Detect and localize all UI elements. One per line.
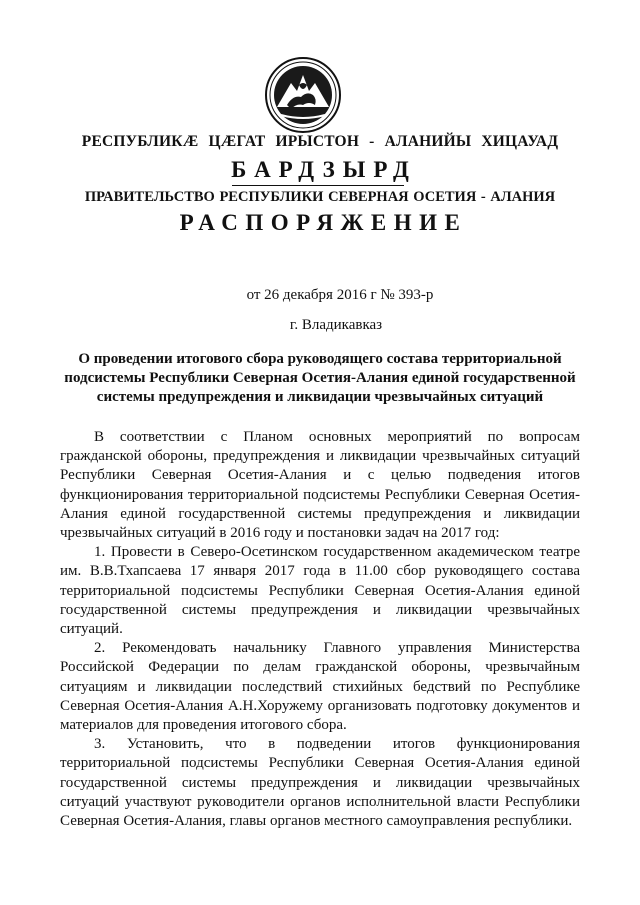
document-subject: О проведении итогового сбора руководящего состава территориальной подсистемы Республики Северная Осетия-Алания единой государственной системы предупреждения и ликвидации чрезвычайных ситуаций [64, 351, 576, 405]
body-preamble: В соответствии с Планом основных мероприятий по вопросам гражданской обороны, предупреждения и ликвидации чрезвычайных ситуаций Республики Северная Осетия-Алания и с целью подведения итогов функционирования территориальной подсистемы Республики Северная Осетия-Алания единой государственной системы предупреждения и ликвидации чрезвычайных ситуаций в 2016 году и постановки задач на 2017 год: [60, 429, 580, 542]
body-item-2: 2. Рекомендовать начальнику Главного управления Министерства Российской Федерации по делам гражданской обороны, чрезвычайным ситуациям и ликвидации последствий стихийных бедствий по Республике Северная Осетия-Алания А.Н.Хоружему организовать подготовку документов и материалов для проведения итогового сбора. [60, 640, 580, 734]
body-item-1: 1. Провести в Северо-Осетинском государственном академическом театре им. В.В.Тхапсаева 17 января 2017 года в 11.00 сбор руководящего состава территориальной подсистемы Республики Северная Осетия-Алания единой государственной системы предупреждения и ликвидации чрезвычайных ситуаций. [60, 544, 580, 638]
document-body [60, 428, 580, 831]
coat-of-arms-emblem [263, 55, 343, 135]
document-date-number: от 26 декабря 2016 г № 393-р [246, 287, 434, 303]
header-divider [232, 185, 404, 186]
body-item-3: 3. Установить, что в подведении итогов функционирования территориальной подсистемы Республики Северная Осетия-Алания единой государственной системы предупреждения и ликвидации чрезвычайных ситуаций участвуют руководители органов исполнительной власти Республики Северная Осетия-Алания, главы органов местного самоуправления республики. [60, 736, 580, 830]
document-city: г. Владикавказ [289, 317, 383, 333]
header-doc-type-russian: РАСПОРЯЖЕНИЕ [179, 210, 468, 235]
header-title-ossetian: РЕСПУБЛИКÆ ЦÆГАТ ИРЫСТОН - АЛАНИЙЫ ХИЦАУАД [81, 133, 559, 150]
header-title-russian: ПРАВИТЕЛЬСТВО РЕСПУБЛИКИ СЕВЕРНАЯ ОСЕТИЯ - АЛАНИЯ [84, 189, 556, 205]
header-doc-type-ossetian: БАРДЗЫРД [231, 157, 417, 182]
